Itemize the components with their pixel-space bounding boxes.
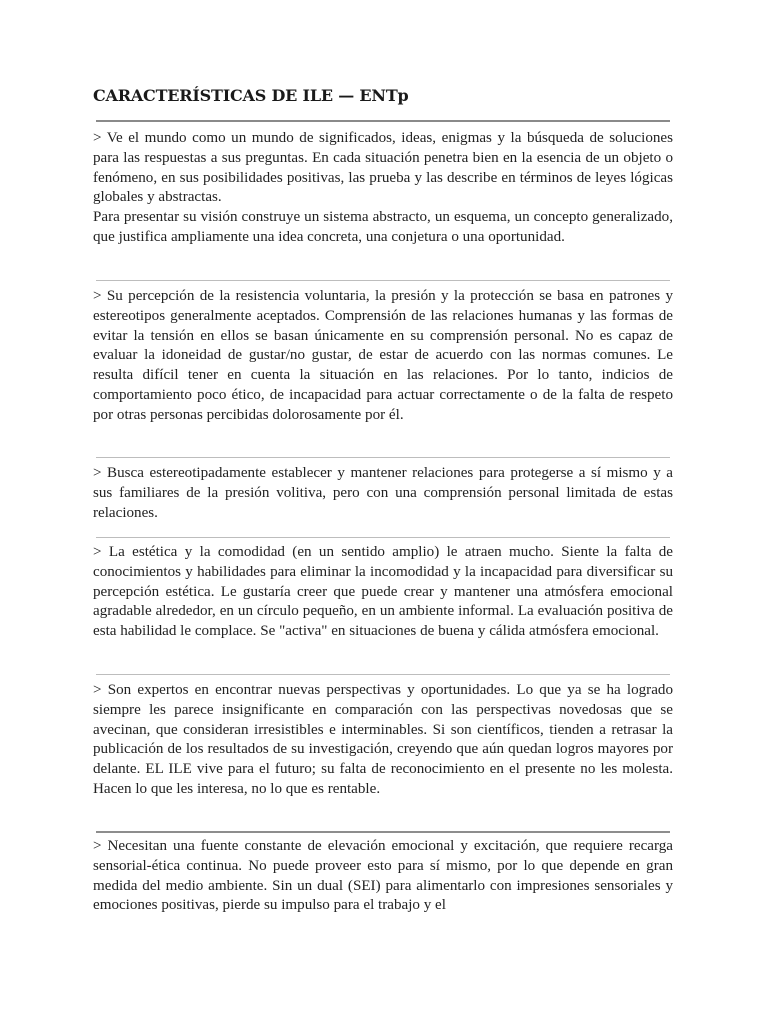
section-divider	[96, 674, 670, 675]
title-divider	[96, 120, 670, 122]
section-paragraph: > Son expertos en encontrar nuevas perspectivas y oportunidades. Lo que ya se ha logrado siempre les parece insignificante en comparación con las perspectivas novedosas que se avecinan, que consideran irresistibles e interminables. Si son científicos, tienden a retrasar la publicación de los resultados de su investigación, creyendo que aún quedan logros mayores por delante. EL ILE vive para el futuro; su falta de reconocimiento en el presente no les molesta. Hacen lo que les interesa, no lo que es rentable.	[93, 682, 673, 797]
section-perception	[93, 287, 673, 426]
section-aesthetics	[93, 543, 673, 642]
section-emotional-needs	[93, 837, 673, 916]
section-paragraph: > La estética y la comodidad (en un sentido amplio) le atraen mucho. Siente la falta de conocimientos y habilidades para eliminar la incomodidad y la incapacidad para diversificar su percepción estética. Le gustaría creer que puede crear y mantener una atmósfera emocional agradable alrededor, en un círculo pequeño, en un ambiente informal. La evaluación positiva de esta habilidad le complace. Se "activa" en situaciones de buena y cálida atmósfera emocional.	[93, 544, 673, 640]
section-divider	[96, 457, 670, 458]
section-perspectives	[93, 681, 673, 800]
section-worldview	[93, 129, 673, 248]
section-paragraph: > Ve el mundo como un mundo de significados, ideas, enigmas y la búsqueda de soluciones para las respuestas a sus preguntas. En cada situación penetra bien en la esencia de un objeto o fenómeno, en sus posibilidades positivas, las prueba y las describe en términos de leyes lógicas globales y abstractas.	[93, 130, 673, 206]
section-paragraph: > Su percepción de la resistencia voluntaria, la presión y la protección se basa en patrones y estereotipos generalmente aceptados. Comprensión de las relaciones humanas y las formas de evitar la tensión en ellos se basan únicamente en su comprensión personal. No es capaz de evaluar la idoneidad de gustar/no gustar, de estar de acuerdo con las normas comunes. Le resulta difícil tener en cuenta la situación en las relaciones. Por lo tanto, indicios de comportamiento poco ético, de incapacidad para actuar correctamente o de la falta de respeto por otras personas percibidas dolorosamente por él.	[93, 288, 673, 423]
section-paragraph: Para presentar su visión construye un sistema abstracto, un esquema, un concepto generalizado, que justifica ampliamente una idea concreta, una conjetura o una oportunidad.	[93, 209, 673, 245]
section-relations	[93, 464, 673, 523]
section-divider	[96, 831, 670, 833]
section-paragraph: > Busca estereotipadamente establecer y mantener relaciones para protegerse a sí mismo y a sus familiares de la presión volitiva, pero con una comprensión personal limitada de estas relaciones.	[93, 465, 673, 521]
section-divider	[96, 280, 670, 281]
page-title: CARACTERÍSTICAS DE ILE — ENTp	[93, 86, 409, 105]
section-paragraph: > Necesitan una fuente constante de elevación emocional y excitación, que requiere recarga sensorial-ética continua. No puede proveer esto para sí mismo, por lo que depende en gran medida del medio ambiente. Sin un dual (SEI) para alimentarlo con impresiones sensoriales y emociones positivas, pierde su impulso para el trabajo y el	[93, 838, 673, 914]
section-divider	[96, 537, 670, 538]
